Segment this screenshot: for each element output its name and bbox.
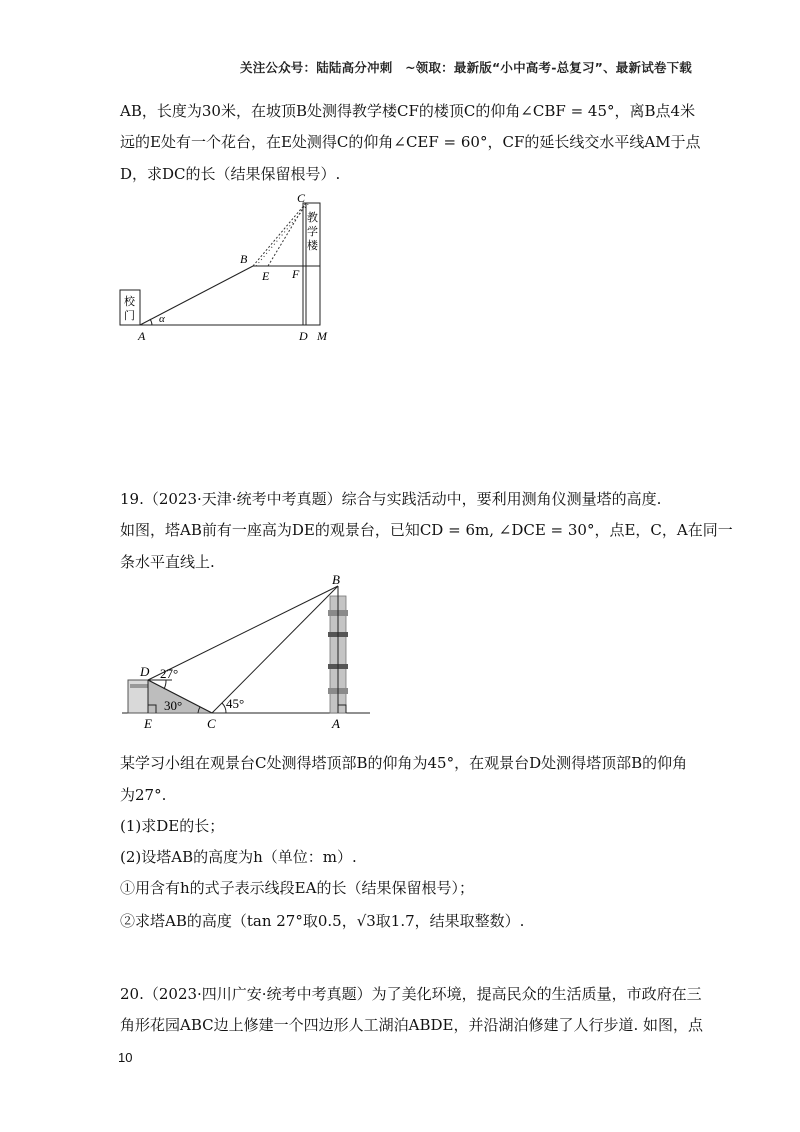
label-a: A — [332, 716, 340, 731]
angle-label-c-right: 45° — [226, 696, 245, 711]
label-c: C — [207, 716, 216, 731]
angle-arc-d — [164, 680, 166, 689]
line-cb — [212, 586, 338, 713]
label-a: A — [138, 329, 146, 343]
q19-line-1: 19.（2023·天津·统考中考真题）综合与实践活动中，要利用测角仪测量塔的高度. — [120, 490, 662, 508]
q19-body-2: 为27°. — [120, 786, 167, 804]
q19-part-2: (2)设塔AB的高度为h（单位：m）. — [120, 848, 357, 866]
gate-char-1: 校 — [124, 296, 135, 308]
angle-arc-a — [150, 319, 152, 325]
q18-line-3: D，求DC的长（结果保留根号）. — [120, 165, 341, 183]
sight-extra — [256, 203, 309, 266]
label-b: B — [332, 572, 340, 587]
label-m: M — [317, 329, 327, 343]
q19-line-2: 如图，塔AB前有一座高为DE的观景台，已知CD = 6m, ∠DCE = 30°，点E，C，A在同一 — [120, 521, 733, 539]
angle-label-c-left: 30° — [164, 698, 183, 713]
sight-ec — [268, 203, 306, 266]
page-number: 10 — [118, 1050, 133, 1065]
page-header: 关注公众号：陆陆高分冲刺 ~领取：最新版“小中高考-总复习”、最新试卷下载 — [240, 60, 692, 75]
q19-sub-2: ②求塔AB的高度（tan 27°取0.5，√3取1.7，结果取整数）. — [120, 912, 525, 930]
deck-detail — [130, 684, 148, 688]
label-e: E — [262, 269, 270, 283]
building-char-3: 楼 — [307, 240, 318, 252]
q18-figure — [110, 188, 350, 348]
label-d: D — [299, 329, 308, 343]
q19-sub-1: ①用含有h的式子表示线段EA的长（结果保留根号）； — [120, 879, 474, 897]
q19-body-1: 某学习小组在观景台C处测得塔顶部B的仰角为45°，在观景台D处测得塔顶部B的仰角 — [120, 754, 688, 772]
q19-line-3: 条水平直线上. — [120, 553, 215, 571]
sight-bc — [253, 203, 306, 266]
label-e: E — [144, 716, 152, 731]
q20-line-1: 20.（2023·四川广安·统考中考真题）为了美化环境，提高民众的生活质量，市政府在三 — [120, 985, 702, 1003]
q20-line-2: 角形花园ABC边上修建一个四边形人工湖泊ABDE，并沿湖泊修建了人行步道. 如图，点 — [120, 1016, 703, 1034]
building-char-1: 教 — [307, 212, 318, 224]
label-c: C — [297, 191, 306, 205]
q19-figure — [120, 570, 380, 735]
q18-line-2: 远的E处有一个花台，在E处测得C的仰角∠CEF = 60°，CF的延长线交水平线AM于点 — [120, 133, 701, 151]
label-b: B — [240, 252, 248, 266]
label-alpha: α — [159, 313, 165, 325]
building-char-2: 学 — [307, 226, 318, 238]
q18-line-1: AB，长度为30米，在坡顶B处测得教学楼CF的楼顶C的仰角∠CBF = 45°，离B点4米 — [120, 102, 696, 120]
q19-part-1: (1)求DE的长； — [120, 817, 225, 835]
gate-char-2: 门 — [124, 310, 135, 322]
label-f: F — [292, 267, 300, 281]
slope-ab — [140, 266, 253, 325]
label-d: D — [140, 664, 150, 679]
angle-label-d: 27° — [160, 666, 179, 681]
